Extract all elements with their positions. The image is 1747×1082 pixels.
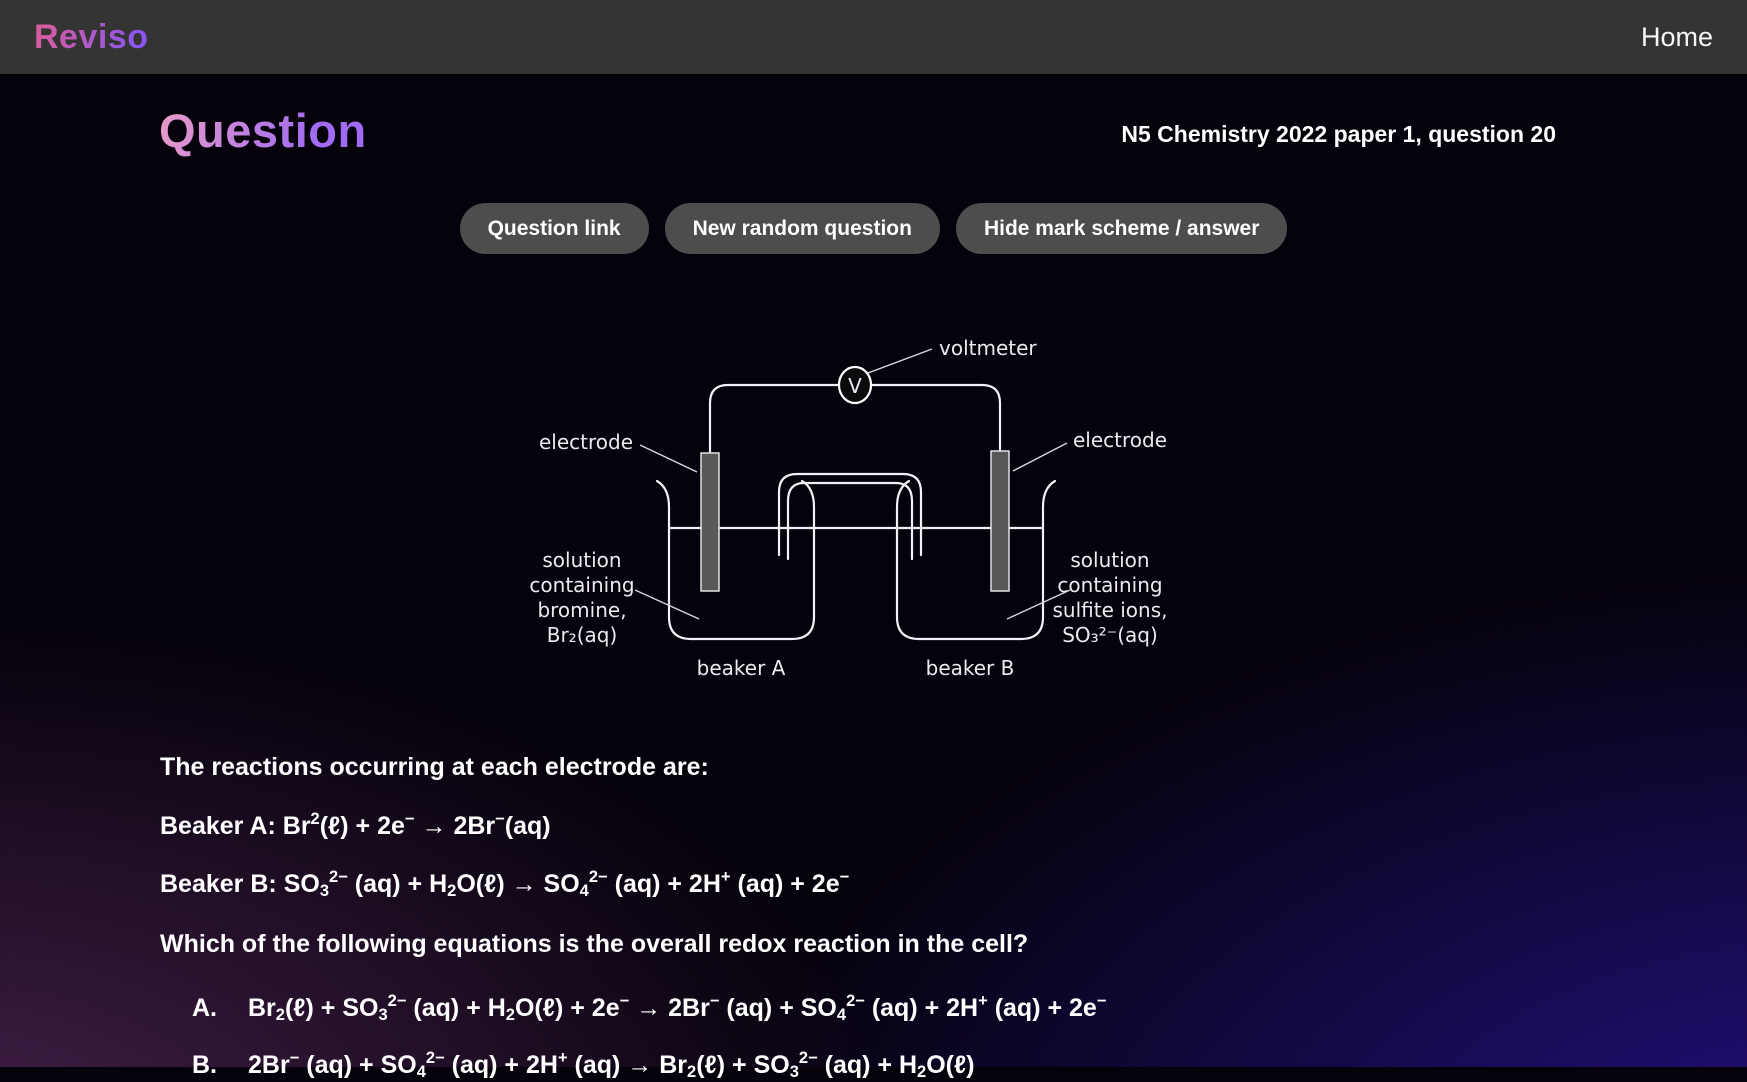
hide-mark-scheme-button[interactable]: Hide mark scheme / answer: [956, 203, 1287, 254]
electrode-label-left: electrode: [538, 430, 633, 454]
option-a-equation: $Br_2(\ell) + SO_3^{2-}$ $(aq) + H_2O(\ell) + 2e^- \to 2Br^-$ $(aq) + SO_4^{2-}$ (aq) + 2H+ (aq) + 2e−: [248, 992, 1107, 1024]
voltmeter-icon: [839, 367, 871, 403]
svg-text:containing: containing: [1057, 573, 1163, 597]
toolbar: [0, 203, 1747, 254]
solution-label-right: [1007, 548, 1168, 647]
option-b-equation: 2Br− $(aq) + SO_4^{2-}$ (aq) + 2H+ $(aq) \to Br_2(\ell) + SO_3^{2-}$ $(aq) + H_2O(\ell)$: [248, 1049, 975, 1081]
electrode-left-pointer-line: [640, 445, 697, 472]
salt-bridge: [779, 474, 921, 559]
svg-text:bromine,: bromine,: [537, 598, 627, 622]
option-b-label: B.: [192, 1051, 217, 1079]
reaction-beaker-b: Beaker B: $SO_3^{2-}$ $(aq) + H_2O(\ell) \to SO_4^{2-}$ (aq) + 2H+ (aq) + 2e−: [160, 868, 850, 900]
voltmeter-label: voltmeter: [939, 336, 1037, 360]
beaker-a-label: beaker A: [696, 656, 786, 680]
new-random-question-button[interactable]: New random question: [665, 203, 940, 254]
voltmeter-symbol: V: [848, 374, 862, 398]
reaction-beaker-a: Beaker A: $Br^2(\ell) + 2e^- \to 2Br^-(aq)$: [160, 810, 551, 840]
page-title: Question: [159, 104, 367, 157]
electrode-label-right: electrode: [1073, 428, 1168, 452]
svg-text:solution: solution: [1070, 548, 1150, 572]
option-a-row: [192, 992, 1106, 1025]
option-a-label: A.: [192, 994, 217, 1022]
beaker-a-outline: [657, 481, 814, 639]
navbar: [0, 0, 1747, 74]
bromine-formula: Br₂(aq): [546, 623, 618, 647]
voltmeter-pointer-line: [868, 349, 932, 373]
home-link[interactable]: Home: [1640, 21, 1713, 52]
cell-diagram: [455, 285, 1185, 695]
svg-text:sulfite ions,: sulfite ions,: [1052, 598, 1168, 622]
question-prompt: Which of the following equations is the overall redox reaction in the cell?: [160, 930, 1029, 958]
svg-text:containing: containing: [529, 573, 635, 597]
electrode-left: [701, 453, 719, 591]
electrode-right: [991, 451, 1009, 591]
beaker-b-label: beaker B: [925, 656, 1015, 680]
electrode-right-pointer-line: [1013, 443, 1067, 471]
sulfite-formula: SO₃²⁻(aq): [1062, 623, 1158, 647]
svg-text:solution: solution: [542, 548, 622, 572]
intro-text: The reactions occurring at each electrode are:: [160, 753, 709, 781]
paper-reference: N5 Chemistry 2022 paper 1, question 20: [1121, 121, 1556, 147]
option-b-row: [192, 1049, 975, 1082]
question-link-button[interactable]: Question link: [460, 203, 649, 254]
brand-logo[interactable]: Reviso: [34, 17, 149, 56]
